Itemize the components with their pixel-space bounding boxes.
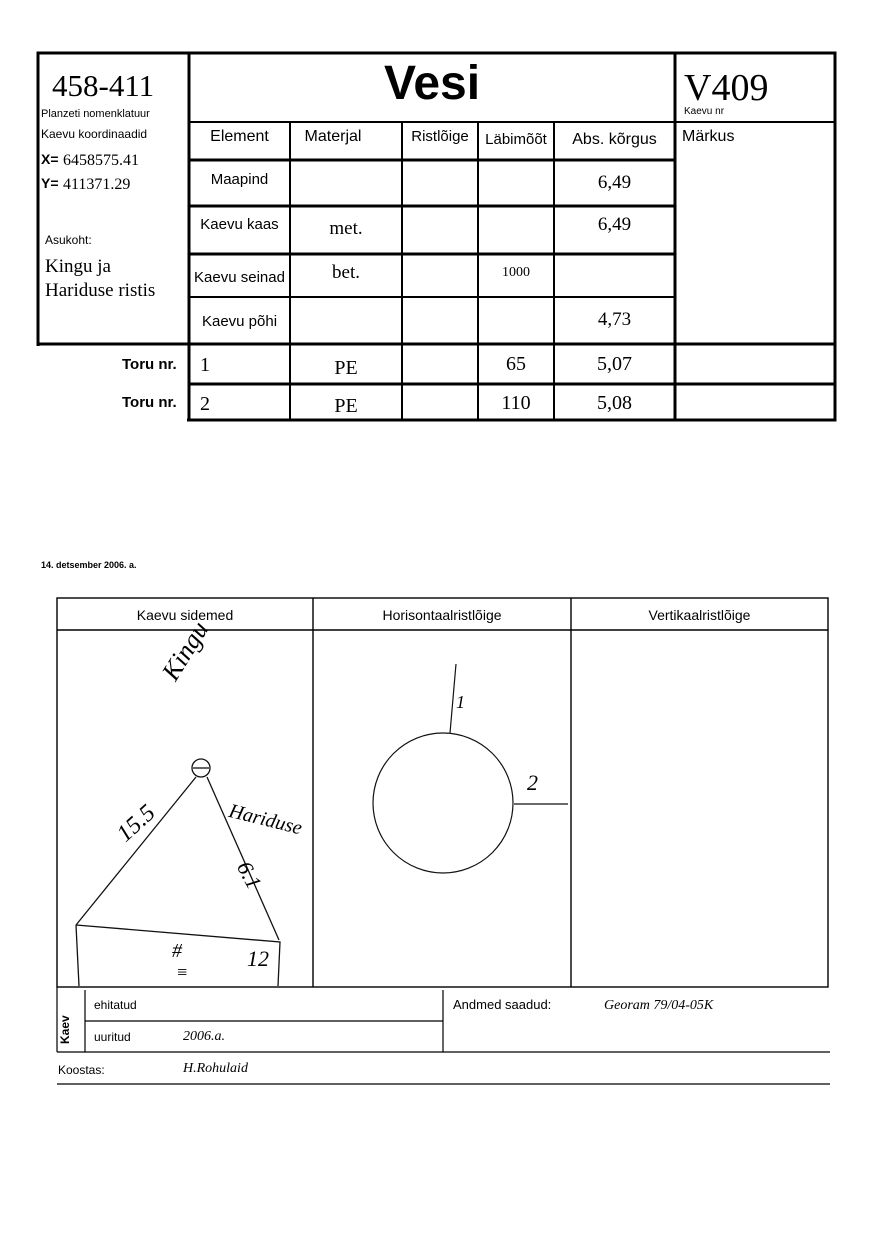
street-label-right: Hariduse <box>226 800 305 840</box>
pipe-label: Toru nr. <box>122 394 177 411</box>
sketch-header-links: Kaevu sidemed <box>136 607 234 623</box>
pipe-1-label: 1 <box>456 692 465 712</box>
data-source-label: Andmed saadud: <box>453 997 552 1012</box>
col-header-abs-height: Abs. kõrgus <box>572 131 657 148</box>
pipe-material: PE <box>334 395 358 417</box>
kaev-label: Kaev <box>58 1015 72 1044</box>
pipe-label: Toru nr. <box>122 356 177 373</box>
col-header-element: Element <box>210 128 269 145</box>
pipe-diameter: 65 <box>506 353 526 375</box>
location-label: Asukoht: <box>45 233 92 247</box>
coordinates-label: Kaevu koordinaadid <box>41 127 148 141</box>
hatch-mark-2: ≡ <box>176 962 189 982</box>
pipe-diameter: 110 <box>501 392 531 414</box>
row-abs-height: 4,73 <box>597 309 632 330</box>
well-number: V409 <box>684 67 769 109</box>
compiled-value: H.Rohulaid <box>183 1061 248 1076</box>
row-abs-height: 6,49 <box>597 214 632 235</box>
row-element: Kaevu põhi <box>201 313 278 330</box>
row-element: Kaevu kaas <box>200 216 279 233</box>
built-label: ehitatud <box>94 998 137 1012</box>
sketch-header-horizontal: Horisontaalristlõige <box>382 607 502 623</box>
row-material: bet. <box>332 262 360 283</box>
dimension-left: 15.5 <box>112 799 161 848</box>
pipe-material: PE <box>334 357 358 379</box>
well-number-label: Kaevu nr <box>684 106 725 117</box>
pipe-abs-height: 5,08 <box>597 392 632 414</box>
hatch-mark: # <box>172 940 182 962</box>
row-element: Kaevu seinad <box>194 269 285 286</box>
sketch-header-vertical: Vertikaalristlõige <box>648 607 751 623</box>
row-element: Maapind <box>210 171 269 188</box>
surveyed-value: 2006.a. <box>183 1029 225 1044</box>
location-line2: Hariduse ristis <box>45 280 156 301</box>
compiled-label: Koostas: <box>58 1063 105 1077</box>
pipe-number: 1 <box>200 354 210 376</box>
x-value: 6458575.41 <box>63 152 139 169</box>
pipe-abs-height: 5,07 <box>597 353 632 375</box>
page-title: Vesi <box>383 57 481 110</box>
document-date: 14. detsember 2006. a. <box>41 560 137 570</box>
row-material: met. <box>329 218 363 239</box>
location-line1: Kingu ja <box>45 256 111 277</box>
pipe-number: 2 <box>200 393 210 415</box>
sheet-number-label: Planzeti nomenklatuur <box>41 108 150 120</box>
surveyed-label: uuritud <box>94 1030 131 1044</box>
y-value: 411371.29 <box>63 176 131 193</box>
row-abs-height: 6,49 <box>597 172 632 193</box>
x-label: X= <box>41 151 59 167</box>
data-source-value: Georam 79/04-05K <box>604 998 714 1013</box>
dimension-right: 6.1 <box>231 857 267 894</box>
sheet-number: 458-411 <box>52 68 155 103</box>
col-header-material: Materjal <box>304 128 362 145</box>
dimension-bottom: 12 <box>247 946 269 971</box>
col-header-diameter: Läbimõõt <box>485 131 547 148</box>
col-header-cross-section: Ristlõige <box>411 128 469 145</box>
row-diameter: 1000 <box>502 265 530 280</box>
street-label-top: Kingu <box>156 616 215 686</box>
y-label: Y= <box>41 175 59 191</box>
col-header-remark: Märkus <box>682 128 735 145</box>
pipe-2-label: 2 <box>527 770 538 795</box>
